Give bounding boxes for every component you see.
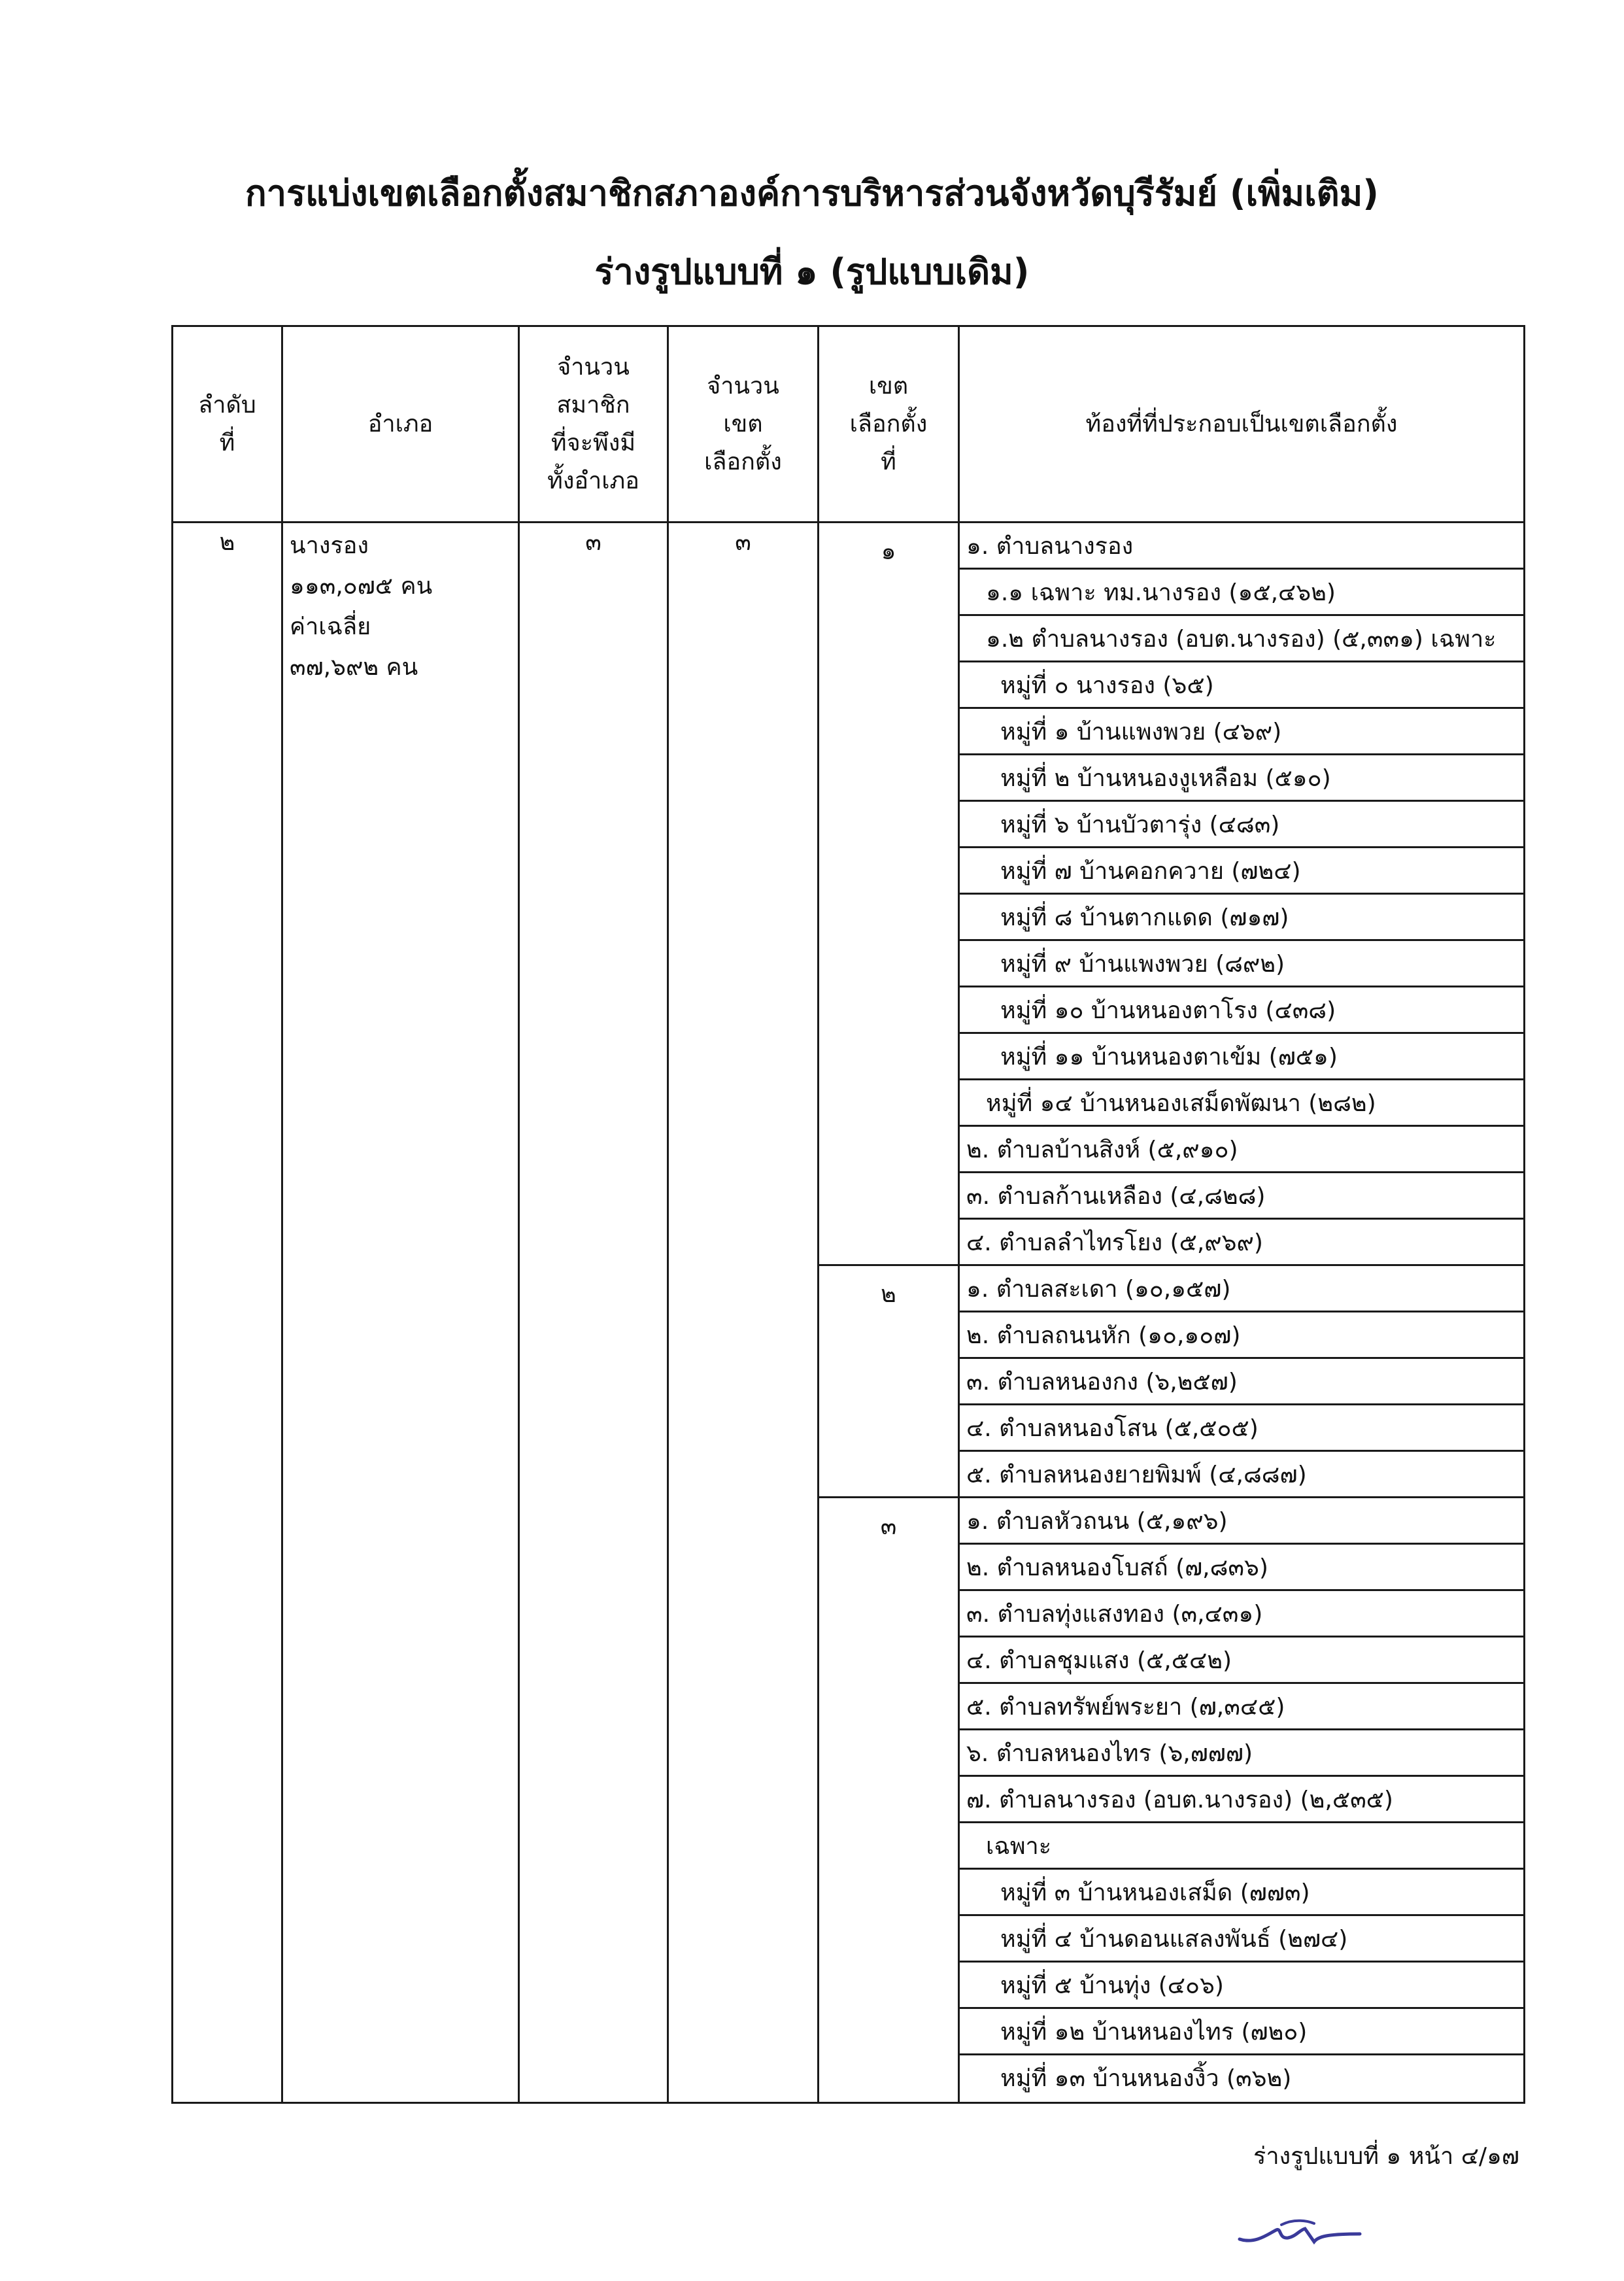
location-item: หมู่ที่ ๓ บ้านหนองเสม็ด (๗๗๓) [960,1870,1523,1916]
location-item: ๔. ตำบลชุมแสง (๕,๕๔๒) [960,1638,1523,1684]
zone-number: ๓ [880,1513,897,1540]
location-item: ๔. ตำบลหนองโสน (๕,๕๐๕) [960,1405,1523,1452]
header-order: ลำดับ ที่ [173,326,282,523]
location-item: ๓. ตำบลก้านเหลือง (๔,๘๒๘) [960,1173,1523,1220]
locations-column [959,523,1525,2103]
location-item: หมู่ที่ ๒ บ้านหนองงูเหลือม (๕๑๐) [960,755,1523,802]
zone-count-cell: ๓ [668,523,819,2103]
location-item: ๑. ตำบลหัวถนน (๕,๑๙๖) [960,1498,1523,1545]
order-cell: ๒ [173,523,282,2103]
location-item: ๕. ตำบลทรัพย์พระยา (๗,๓๔๕) [960,1684,1523,1730]
location-item: หมู่ที่ ๙ บ้านแพงพวย (๘๙๒) [960,941,1523,987]
location-item: หมู่ที่ ๑๐ บ้านหนองตาโรง (๔๓๘) [960,987,1523,1034]
location-item: ๑.๒ ตำบลนางรอง (อบต.นางรอง) (๕,๓๓๑) เฉพาะ [960,616,1523,662]
location-item: หมู่ที่ ๑๔ บ้านหนองเสม็ดพัฒนา (๒๘๒) [960,1080,1523,1127]
location-item: ๑.๑ เฉพาะ ทม.นางรอง (๑๕,๔๖๒) [960,570,1523,616]
location-item: ๒. ตำบลหนองโบสถ์ (๗,๘๓๖) [960,1545,1523,1591]
zone-block [819,1498,958,2102]
location-item: หมู่ที่ ๗ บ้านคอกควาย (๗๒๔) [960,848,1523,895]
location-item: หมู่ที่ ๑๒ บ้านหนองไทร (๗๒๐) [960,2009,1523,2055]
amphoe-average-label: ค่าเฉลี่ย [290,613,371,640]
location-item: หมู่ที่ ๖ บ้านบัวตารุ่ง (๔๘๓) [960,802,1523,848]
page-footer: ร่างรูปแบบที่ ๑ หน้า ๔/๑๗ [1253,2143,1519,2170]
document-subtitle: ร่างรูปแบบที่ ๑ (รูปแบบเดิม) [594,251,1030,292]
members-cell: ๓ [519,523,668,2103]
zone-number-column [819,523,959,2103]
location-item: เฉพาะ [960,1823,1523,1870]
header-zone-count: จำนวน เขต เลือกตั้ง [668,326,819,523]
location-item: หมู่ที่ ๑ บ้านแพงพวย (๔๖๙) [960,709,1523,755]
document-title: การแบ่งเขตเลือกตั้งสมาชิกสภาองค์การบริหารส่วนจังหวัดบุรีรัมย์ (เพิ่มเติม) [245,173,1379,214]
header-locations: ท้องที่ที่ประกอบเป็นเขตเลือกตั้ง [959,326,1525,523]
zone-number: ๒ [881,1281,896,1308]
location-item: ๖. ตำบลหนองไทร (๖,๗๗๗) [960,1730,1523,1777]
amphoe-population: ๑๑๓,๐๗๕ คน [290,573,433,600]
amphoe-cell [282,523,519,2103]
location-item: ๗. ตำบลนางรอง (อบต.นางรอง) (๒,๕๓๕) [960,1777,1523,1823]
amphoe-average-value: ๓๗,๖๙๒ คน [290,654,418,681]
location-item: หมู่ที่ ๕ บ้านทุ่ง (๔๐๖) [960,1963,1523,2009]
zone-number: ๑ [881,538,896,565]
location-item: หมู่ที่ ๑๑ บ้านหนองตาเข้ม (๗๕๑) [960,1034,1523,1080]
election-zone-table [171,325,1525,2104]
location-item: ๕. ตำบลหนองยายพิมพ์ (๔,๘๘๗) [960,1452,1523,1498]
location-item: ๔. ตำบลลำไทรโยง (๕,๙๖๙) [960,1220,1523,1266]
location-item: หมู่ที่ ๑๓ บ้านหนองงิ้ว (๓๖๒) [1000,2065,1292,2092]
location-item: ๑. ตำบลนางรอง [960,523,1523,570]
header-amphoe: อำเภอ [282,326,519,523]
location-item: หมู่ที่ ๔ บ้านดอนแสลงพันธ์ (๒๗๔) [960,1916,1523,1963]
location-item: ๒. ตำบลถนนหัก (๑๐,๑๐๗) [960,1312,1523,1359]
amphoe-name: นางรอง [290,532,369,559]
header-zone: เขต เลือกตั้ง ที่ [819,326,959,523]
zone-block [819,1266,958,1498]
location-item: หมู่ที่ ๐ นางรอง (๖๕) [960,662,1523,709]
location-item: ๓. ตำบลหนองกง (๖,๒๕๗) [960,1359,1523,1405]
location-item: ๓. ตำบลทุ่งแสงทอง (๓,๔๓๑) [960,1591,1523,1638]
zone-block [819,523,958,1266]
location-item: หมู่ที่ ๘ บ้านตากแดด (๗๑๗) [960,895,1523,941]
signature-mark [1236,2210,1366,2252]
header-members: จำนวน สมาชิก ที่จะพึงมี ทั้งอำเภอ [519,326,668,523]
location-item: ๑. ตำบลสะเดา (๑๐,๑๕๗) [960,1266,1523,1312]
table-row [173,523,1525,2103]
table-header-row [173,326,1525,523]
location-item: ๒. ตำบลบ้านสิงห์ (๕,๙๑๐) [960,1127,1523,1173]
